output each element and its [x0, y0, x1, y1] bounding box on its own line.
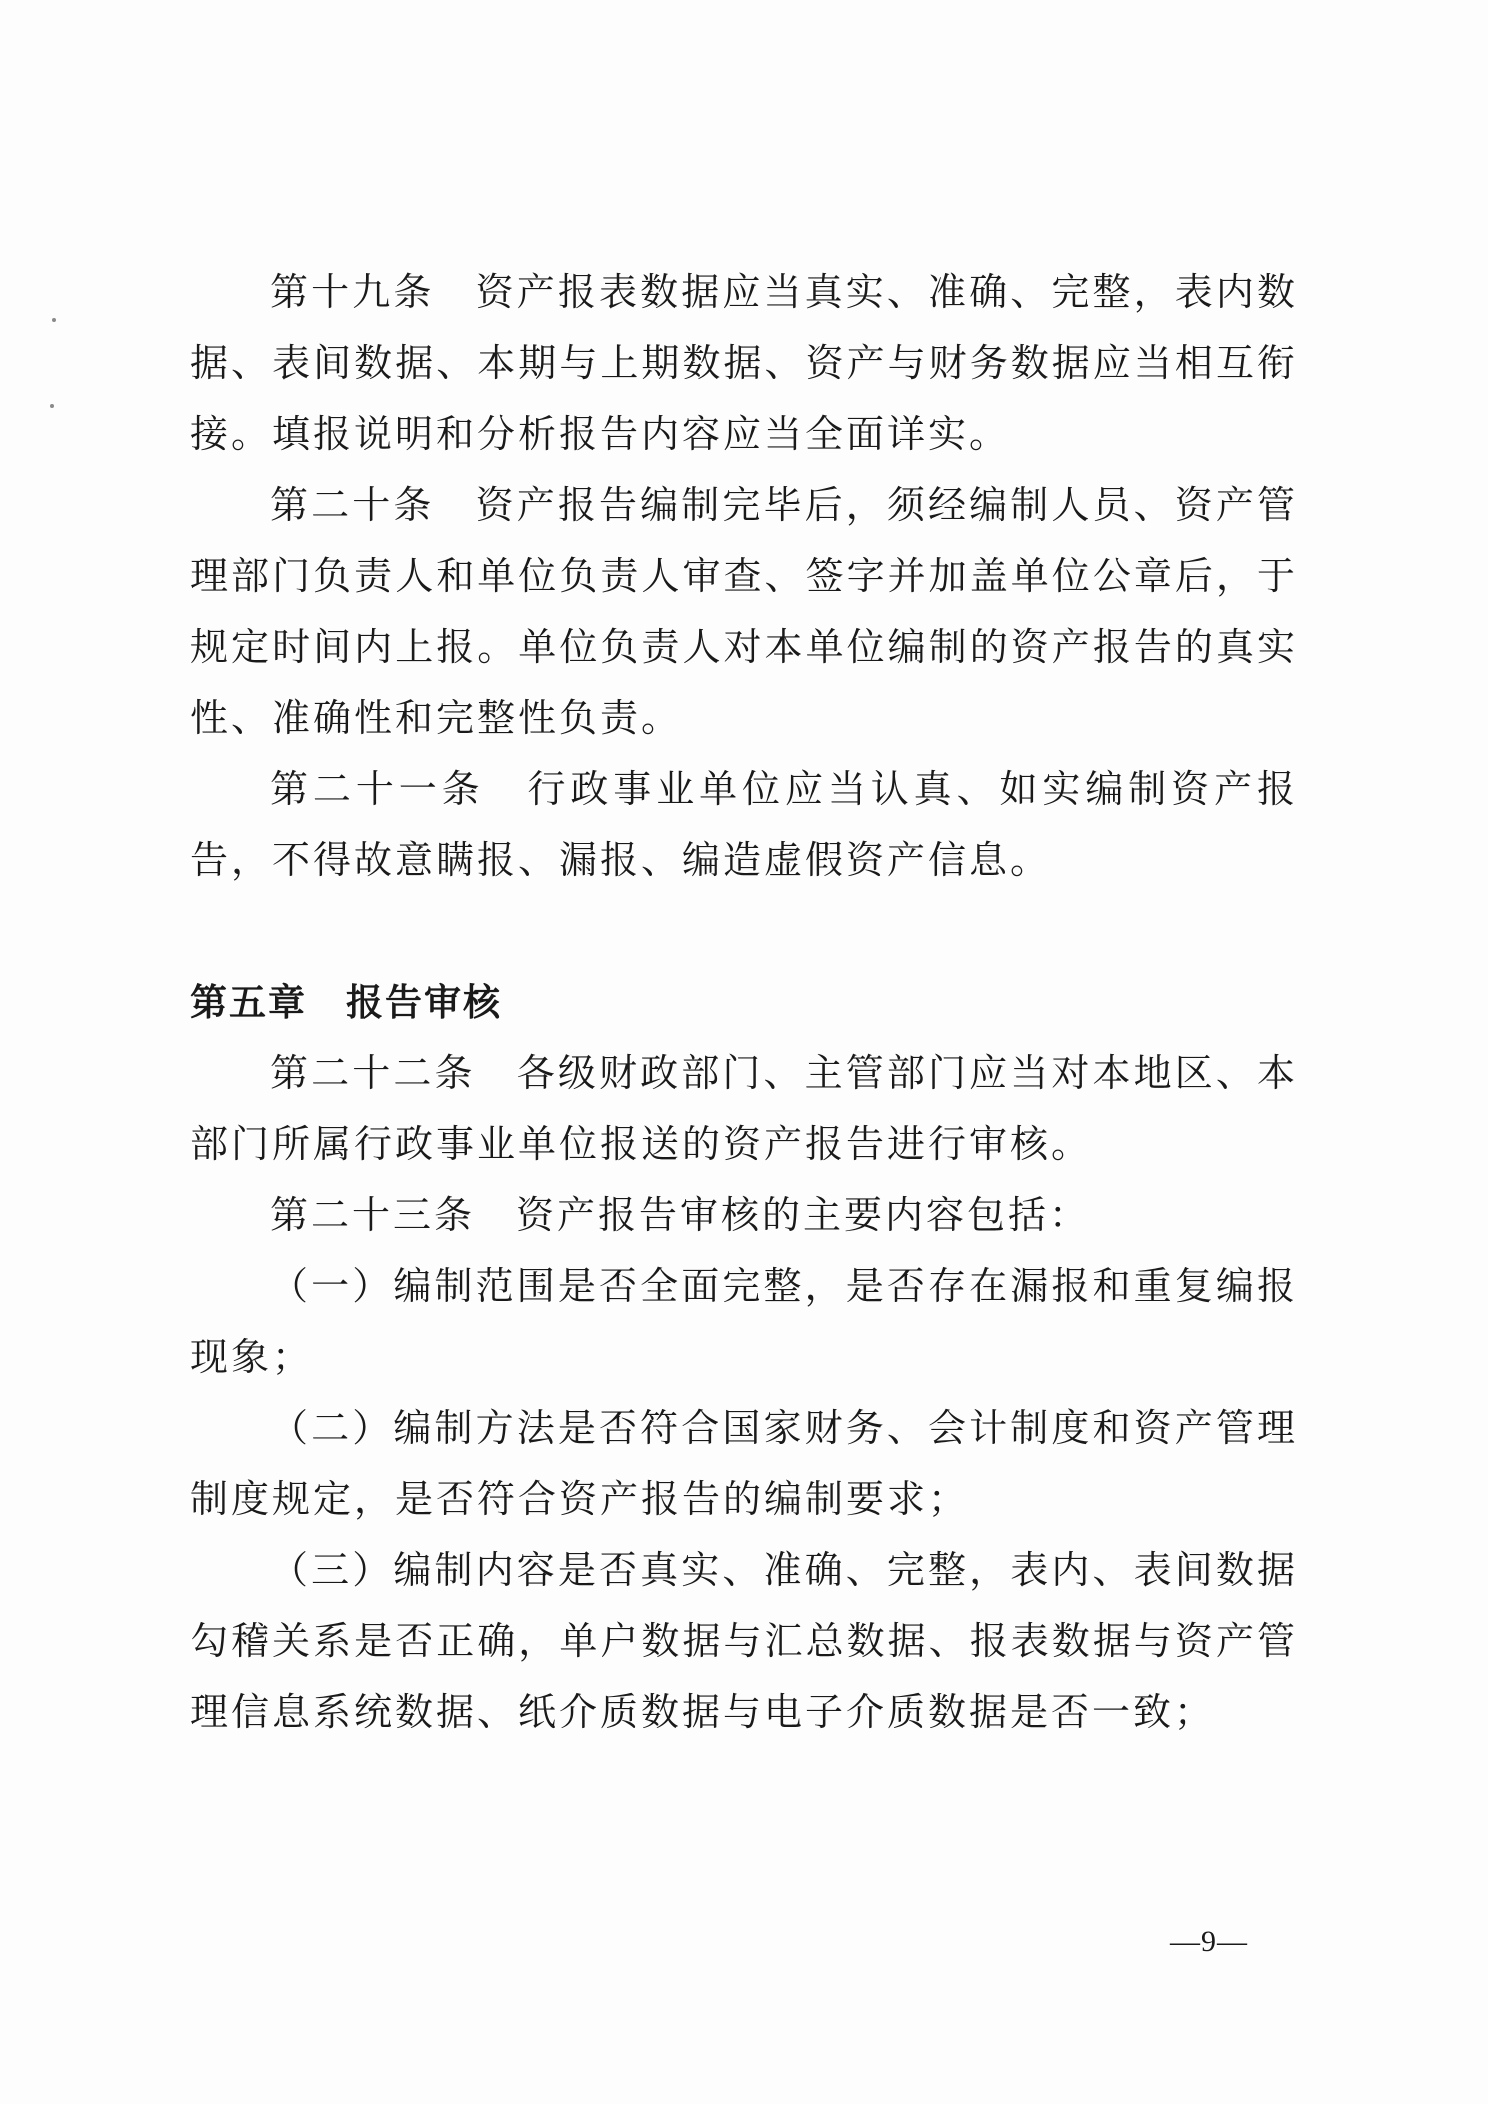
- document-body: [190, 257, 1298, 1748]
- list-item-1: （一）编制范围是否全面完整，是否存在漏报和重复编报现象；: [190, 1264, 1298, 1379]
- paragraph-article-20: 第二十条 资产报告编制完毕后，须经编制人员、资产管理部门负责人和单位负责人审查、签字并加盖单位公章后，于规定时间内上报。单位负责人对本单位编制的资产报告的真实性、准确性和完整性负责。: [190, 483, 1298, 740]
- list-item-2: （二）编制方法是否符合国家财务、会计制度和资产管理制度规定，是否符合资产报告的编制要求；: [190, 1406, 1298, 1521]
- paragraph-article-19: 第十九条 资产报表数据应当真实、准确、完整，表内数据、表间数据、本期与上期数据、资产与财务数据应当相互衔接。填报说明和分析报告内容应当全面详实。: [190, 270, 1298, 456]
- paragraph-article-21: 第二十一条 行政事业单位应当认真、如实编制资产报告，不得故意瞒报、漏报、编造虚假资产信息。: [190, 767, 1298, 882]
- paragraph-article-23: 第二十三条 资产报告审核的主要内容包括：: [270, 1193, 1091, 1237]
- scan-speck: [50, 404, 54, 408]
- paragraph-article-22: 第二十二条 各级财政部门、主管部门应当对本地区、本部门所属行政事业单位报送的资产报告进行审核。: [190, 1051, 1298, 1166]
- scan-speck: [52, 318, 56, 322]
- page-number: —9—: [1170, 1925, 1248, 1958]
- list-item-3: （三）编制内容是否真实、准确、完整，表内、表间数据勾稽关系是否正确，单户数据与汇总数据、报表数据与资产管理信息系统数据、纸介质数据与电子介质数据是否一致；: [190, 1548, 1298, 1734]
- section-gap: [190, 896, 1298, 967]
- chapter-title: 第五章 报告审核: [190, 981, 502, 1024]
